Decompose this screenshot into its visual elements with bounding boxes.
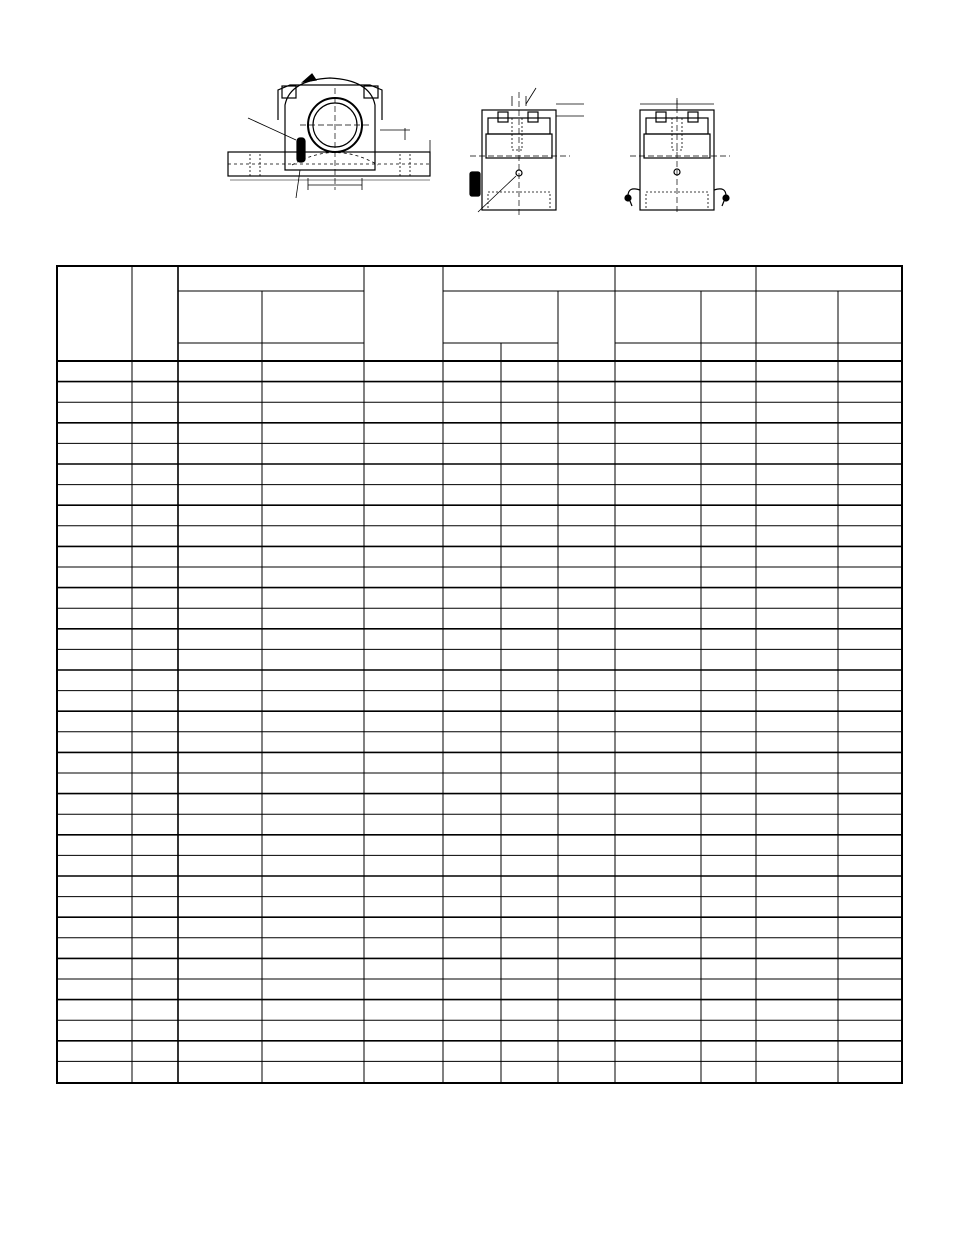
table-grid: [58, 267, 901, 1082]
pillow-block-side-view-fittings-icon: [625, 98, 730, 215]
pillow-block-side-view-icon: [470, 88, 584, 215]
engineering-drawings: [0, 0, 954, 230]
specification-table: [56, 265, 903, 1084]
pillow-block-front-view-icon: [228, 74, 430, 198]
